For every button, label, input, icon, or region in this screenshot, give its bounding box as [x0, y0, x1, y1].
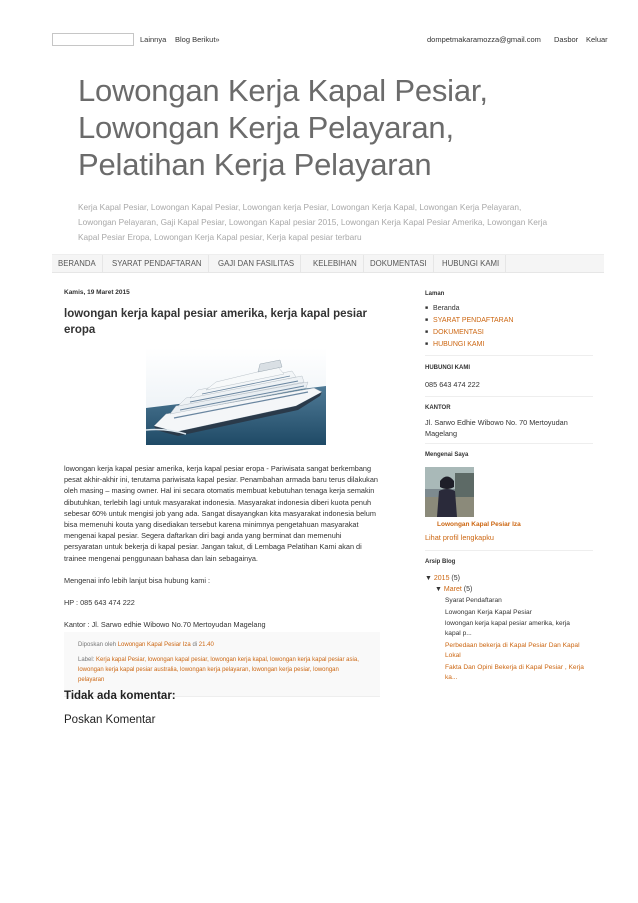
tab-kelebihan[interactable]: KELEBIHAN — [307, 255, 364, 273]
post-title[interactable]: lowongan kerja kapal pesiar amerika, kerja kapal pesiar eropa — [64, 308, 367, 336]
post-footer — [64, 632, 380, 697]
page-link-label: Beranda — [433, 305, 460, 312]
page-link-beranda[interactable] — [425, 302, 513, 314]
page-link-hubungi[interactable] — [425, 338, 513, 350]
tab-dokumentasi[interactable]: DOKUMENTASI — [364, 255, 434, 273]
page-link-syarat[interactable] — [425, 314, 513, 326]
dashboard-link[interactable]: Dasbor — [554, 35, 579, 44]
blog-title[interactable] — [78, 72, 558, 183]
profile-full-link[interactable] — [425, 532, 494, 543]
tab-syarat-pendaftaran[interactable]: SYARAT PENDAFTARAN — [106, 255, 209, 273]
user-email: dompetmakaramozza@gmail.com — [427, 35, 541, 44]
post-labels-prefix: Label: — [78, 657, 95, 663]
page-link-label: HUBUNGI KAMI — [433, 341, 485, 348]
post-body-paragraph-4: Kantor : Jl. Sarwo edhie Wibowo No.70 Mertoyudan Magelang — [64, 620, 266, 630]
profile-avatar[interactable] — [425, 467, 474, 517]
pages-list — [425, 302, 513, 350]
post-body — [64, 463, 380, 641]
blog-title-line-1: Lowongan Kerja Kapal Pesiar, — [78, 73, 488, 108]
next-blog-link[interactable]: Blog Berikut» — [175, 35, 220, 44]
archive-post-link[interactable]: Fakta Dan Opini Bekerja di Kapal Pesiar , Kerja ka... — [445, 664, 584, 681]
contact-phone: 085 643 474 222 — [425, 380, 480, 389]
archive-year-count: (5) — [451, 575, 460, 582]
archive-year-row[interactable] — [425, 573, 460, 584]
archive-month-row[interactable] — [435, 584, 472, 595]
archive-post-link[interactable]: Syarat Pendaftaran — [445, 597, 502, 604]
page-tabs — [52, 254, 604, 273]
archive-year-toggle-icon[interactable]: ▼ — [425, 575, 432, 582]
sidebar-divider — [425, 355, 593, 356]
post-body-paragraph-3: HP : 085 643 474 222 — [64, 598, 135, 608]
office-address: Jl. Sarwo Edhie Wibowo No. 70 Mertoyudan Magelang — [425, 418, 568, 438]
post-labels-line — [78, 655, 366, 685]
post-labels-links[interactable]: Kerja kapal Pesiar, lowongan kapal pesiar, lowongan kerja kapal, lowongan kerja kapal pesiar asia, lowongan kerja kapal pesiar australia, lowongan kerja pelayaran, lowongan kerja pesiar, lowongan pelayaran — [78, 657, 359, 683]
post-body-paragraph-1: lowongan kerja kapal pesiar amerika, kerja kapal pesiar eropa - Pariwisata sangat berkembang pesat akhir-akhir ini, terutama pariwisata kapal pesiar. Penambahan armada baru terus dilakukan oleh masing – masing owner. Hal ini secara otomatis membuat kebutuhan tenaga kerja semakin dibutuhkan, terlebih lagi untuk masyarakat indonesia. Masyarakat indonesia diberi kuota penuh sebesar 60% untuk mengisi job yang ada. Sangat disayangkan kita masyarakat indonesia belum bisa memenuhi kouta yang disediakan tersebut karena minimnya pengetahuan masyarakat mengenai kapal pesiar. Segera daftarkan diri bagi anda yang berminat dan memenuhi persyaratan untuk bekerja di kapal pesiar. Jangan takut, di Lembaga Pelatihan Kami akan di trainee mengenai penggunaan bahasa dan lain sebagainya. — [64, 464, 378, 563]
post-body-paragraph-2: Mengenai info lebih lanjut bisa hubung kami : — [64, 575, 211, 585]
posted-by-label: Diposkan oleh — [78, 642, 117, 648]
post-author-line — [78, 640, 366, 650]
blog-description: Kerja Kapal Pesiar, Lowongan Kapal Pesiar, Lowongan kerja Pesiar, Lowongan Kerja Kapal, Lowongan Kerja Pelayaran, Lowongan Pelayaran, Gaji Kapal Pesiar, Lowongan Kapal pesiar 2015, Lowongan Kerja Kapal Pesiar Amerika, Lowongan Kerja Kapal Pesiar Eropa, Lowongan Kerja Kapal pesiar, Kerja kapal pesiar terbaru — [78, 202, 548, 242]
contact-widget-title: HUBUNGI KAMI — [425, 365, 470, 371]
page-link-dokumentasi[interactable] — [425, 326, 513, 338]
office-widget-title: KANTOR — [425, 405, 451, 411]
page-link-label: SYARAT PENDAFTARAN — [433, 317, 514, 324]
profile-photo-illustration — [425, 467, 474, 517]
sidebar-divider — [425, 396, 593, 397]
sidebar-divider — [425, 443, 593, 444]
post-date-header: Kamis, 19 Maret 2015 — [64, 289, 130, 296]
page-link-label: DOKUMENTASI — [433, 329, 484, 336]
profile-link-label: Lihat profil lengkapku — [425, 533, 494, 542]
cruise-ship-illustration — [146, 348, 326, 445]
blog-title-line-2: Lowongan Kerja Pelayaran, — [78, 110, 454, 145]
archive-post-link[interactable]: lowongan kerja kapal pesiar amerika, kerja kapal p... — [445, 620, 570, 637]
post-comment-heading: Poskan Komentar — [64, 714, 156, 726]
archive-year-link[interactable]: 2015 — [433, 575, 450, 582]
profile-name-label: Lowongan Kapal Pesiar Iza — [437, 521, 521, 528]
pages-widget-title: Laman — [425, 291, 445, 297]
logout-link[interactable]: Keluar — [586, 35, 608, 44]
archive-post-link[interactable]: Lowongan Kerja Kapal Pesiar — [445, 609, 532, 616]
tab-hubungi-kami[interactable]: HUBUNGI KAMI — [436, 255, 506, 273]
tab-beranda[interactable]: BERANDA — [52, 255, 103, 273]
tab-gaji-dan-fasilitas[interactable]: GAJI DAN FASILITAS — [212, 255, 301, 273]
archive-post-link[interactable]: Perbedaan bekerja di Kapal Pesiar Dan Kapal Lokal — [445, 642, 580, 659]
cruise-ship-image[interactable] — [146, 348, 326, 445]
archive-month-count: (5) — [463, 586, 473, 593]
post-at-label: di — [192, 642, 198, 648]
blogger-navbar — [0, 30, 638, 50]
navbar-search-input[interactable] — [52, 33, 134, 46]
profile-name-link[interactable] — [437, 519, 521, 530]
post-time-link[interactable]: 21.40 — [198, 642, 214, 648]
more-menu[interactable]: Lainnya — [140, 35, 167, 44]
blog-title-line-3: Pelatihan Kerja Pelayaran — [78, 147, 432, 182]
post-author-link[interactable]: Lowongan Kapal Pesiar Iza — [117, 642, 191, 648]
archive-widget-title: Arsip Blog — [425, 559, 456, 565]
comments-heading: Tidak ada komentar: — [64, 690, 176, 702]
sidebar-divider — [425, 550, 593, 551]
archive-month-link[interactable]: Maret — [443, 586, 462, 593]
archive-month-toggle-icon[interactable]: ▼ — [435, 586, 442, 593]
about-widget-title: Mengenai Saya — [425, 452, 469, 458]
